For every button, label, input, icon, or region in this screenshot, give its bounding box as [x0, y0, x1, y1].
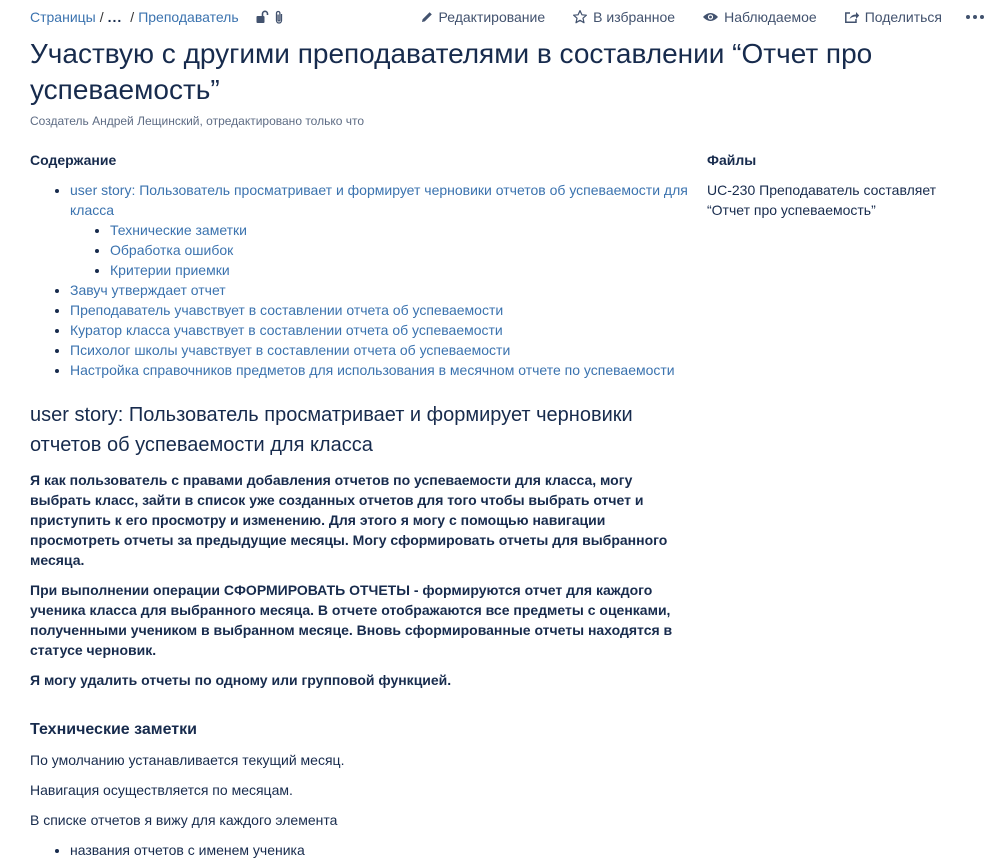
pencil-icon — [420, 10, 434, 24]
toc-link[interactable]: Технические заметки — [110, 222, 247, 238]
top-bar — [0, 0, 998, 36]
share-button[interactable] — [844, 9, 942, 25]
toc-item — [70, 320, 690, 340]
toc-link[interactable]: Настройка справочников предметов для использования в месячном отчете по успеваемости — [70, 362, 675, 378]
favourite-button[interactable] — [572, 9, 675, 25]
edit-button[interactable] — [420, 9, 546, 25]
toc-link[interactable]: Преподаватель учавствует в составлении отчета об успеваемости — [70, 302, 503, 318]
breadcrumb-parent-link[interactable]: Преподаватель — [138, 9, 238, 25]
toc-subitem — [110, 220, 690, 240]
user-story-paragraph: При выполнении операции СФОРМИРОВАТЬ ОТЧЕТЫ - формируются отчет для каждого ученика класса для выбранного месяца. В отчете отображаются все предметы с оценками, полученными учеником в выбранном месяце. Вновь сформированные отчеты находятся в статусе черновик. — [30, 580, 690, 660]
toc-item — [70, 340, 690, 360]
toc-subitem — [110, 240, 690, 260]
breadcrumb — [30, 9, 285, 25]
page-actions — [393, 9, 998, 25]
edit-label: Редактирование — [439, 9, 546, 25]
toc-sublist — [70, 220, 690, 280]
favourite-label: В избранное — [593, 9, 675, 25]
file-item[interactable]: UC-230 Преподаватель составляет “Отчет про успеваемость” — [707, 180, 977, 220]
share-icon — [844, 10, 860, 24]
paperclip-icon[interactable] — [273, 10, 285, 25]
tech-notes-paragraph: По умолчанию устанавливается текущий месяц. — [30, 750, 690, 770]
share-label: Поделиться — [865, 9, 942, 25]
watch-label: Наблюдаемое — [724, 9, 817, 25]
watch-button[interactable] — [702, 9, 817, 25]
toc-link[interactable]: Завуч утверждает отчет — [70, 282, 226, 298]
toc-item — [70, 280, 690, 300]
user-story-paragraph: Я как пользователь с правами добавления отчетов по успеваемости для класса, могу выбрать класс, зайти в список уже созданных отчетов для того чтобы выбрать отчет и приступить к его просмотру и изменению. Для этого я могу с помощью навигации просмотреть отчеты за предыдущие месяцы. Могу сформировать отчеты для выбранного месяца. — [30, 470, 690, 570]
toc-item — [70, 180, 690, 280]
page-content — [30, 150, 690, 860]
page-title: Участвую с другими преподавателями в составлении “Отчет про успеваемость” — [30, 36, 930, 108]
files-panel — [707, 150, 977, 220]
toc-link[interactable]: Психолог школы учавствует в составлении отчета об успеваемости — [70, 342, 510, 358]
toc-link[interactable]: user story: Пользователь просматривает и формирует черновики отчетов об успеваемости для класса — [70, 182, 688, 218]
breadcrumb-pages-link[interactable]: Страницы — [30, 9, 96, 25]
toc-subitem — [110, 260, 690, 280]
page-byline: Создатель Андрей Лещинский, отредактировано только что — [30, 114, 364, 128]
user-story-paragraph: Я могу удалить отчеты по одному или групповой функцией. — [30, 670, 690, 690]
breadcrumb-separator: / — [100, 9, 104, 25]
files-heading: Файлы — [707, 150, 977, 170]
toc-link[interactable]: Обработка ошибок — [110, 242, 233, 258]
more-icon — [966, 15, 984, 19]
star-icon — [572, 9, 588, 25]
more-actions-button[interactable] — [966, 15, 984, 19]
toc-item — [70, 360, 690, 380]
tech-notes-paragraph: Навигация осуществляется по месяцам. — [30, 780, 690, 800]
breadcrumb-separator: / — [130, 9, 134, 25]
user-story-heading: user story: Пользователь просматривает и формирует черновики отчетов об успеваемости для класса — [30, 400, 690, 460]
toc-heading: Содержание — [30, 150, 690, 170]
tech-notes-list — [30, 840, 690, 860]
page-restriction-icons — [255, 10, 285, 25]
toc-link[interactable]: Куратор класса учавствует в составлении отчета об успеваемости — [70, 322, 503, 338]
breadcrumb-ellipsis[interactable]: ... — [108, 9, 123, 25]
tech-notes-paragraph: В списке отчетов я вижу для каждого элемента — [30, 810, 690, 830]
tech-notes-heading: Технические заметки — [30, 720, 690, 740]
eye-icon — [702, 11, 719, 23]
table-of-contents — [30, 180, 690, 380]
toc-link[interactable]: Критерии приемки — [110, 262, 230, 278]
list-item: • названия отчетов с именем ученика — [70, 840, 690, 860]
unlock-icon[interactable] — [255, 10, 269, 24]
toc-item — [70, 300, 690, 320]
